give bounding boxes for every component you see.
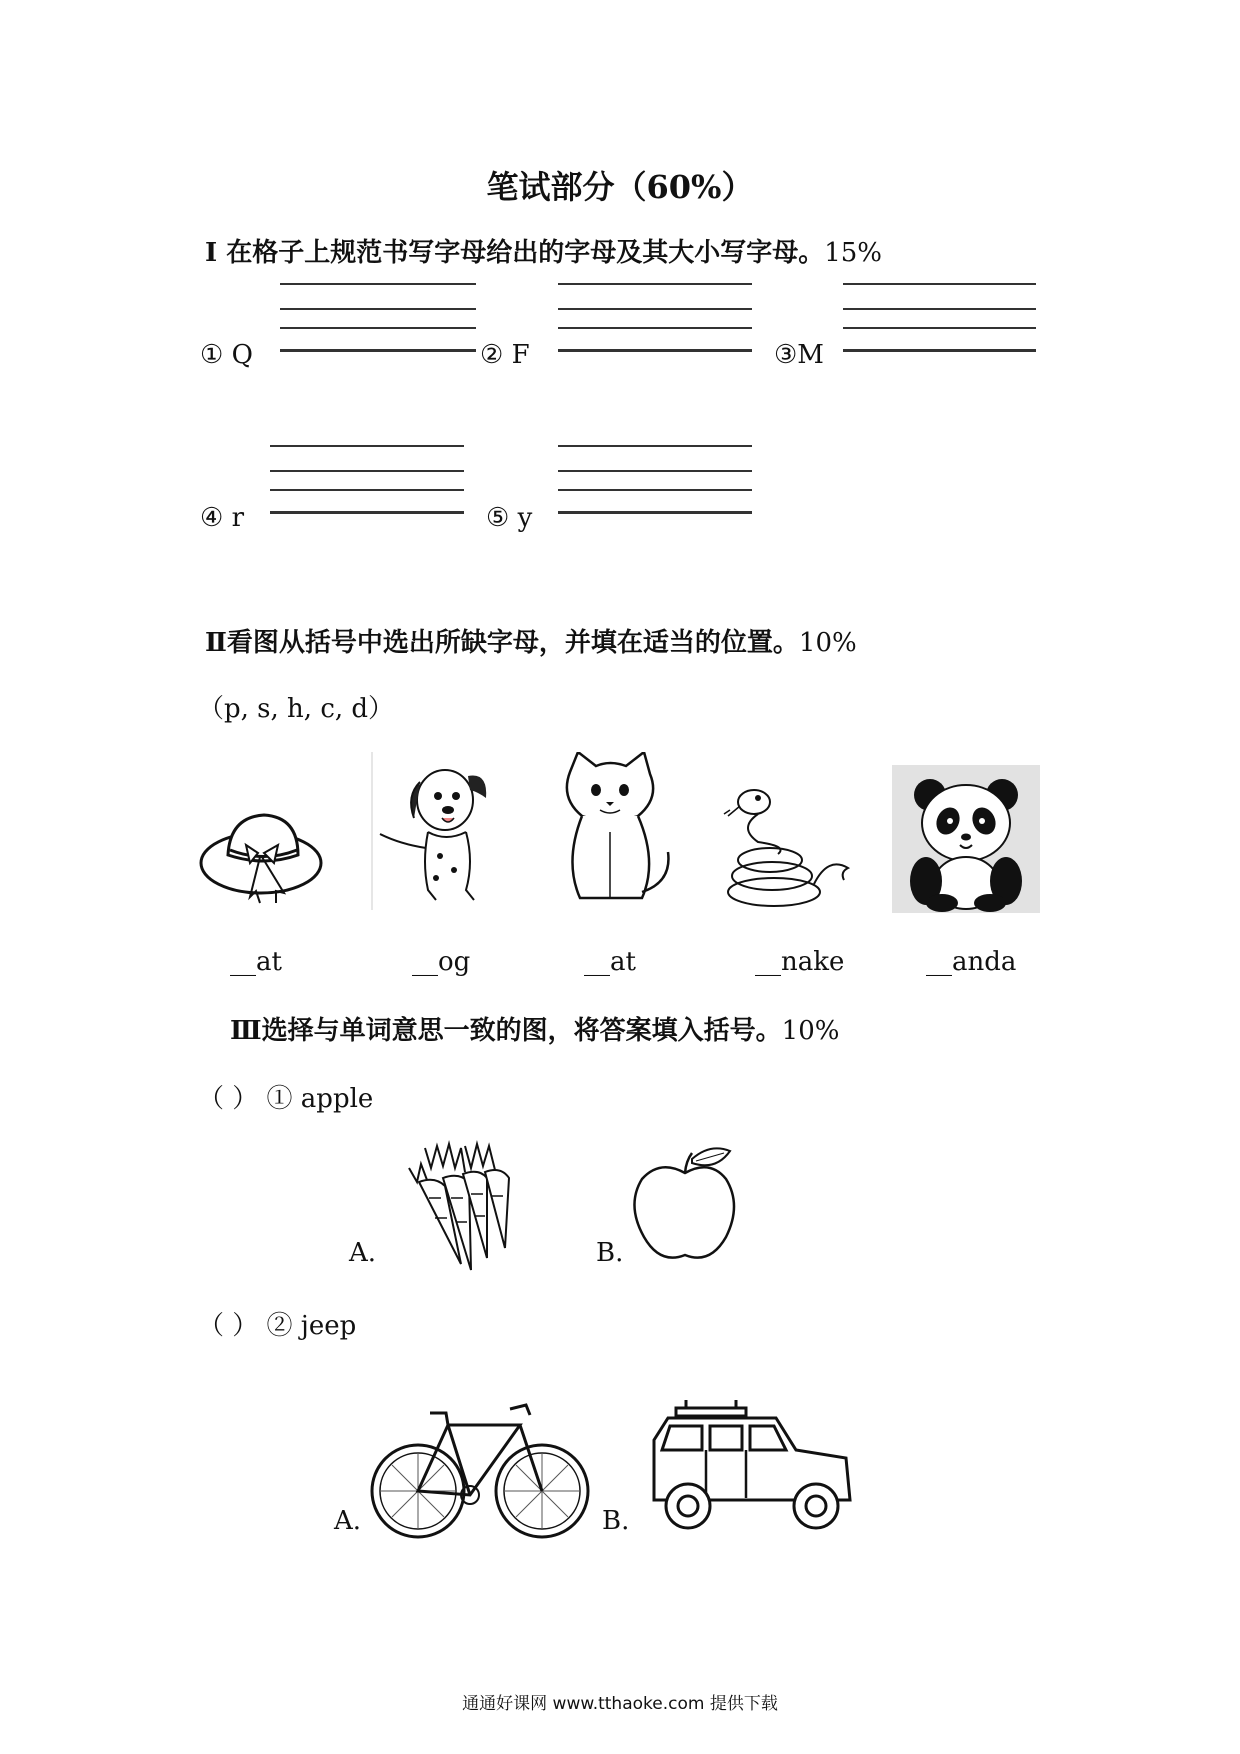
panda-picture: [892, 765, 1040, 913]
page-title: 笔试部分（60%）: [486, 168, 754, 206]
missing-word-panda: __anda: [926, 947, 1017, 977]
q2-row: [198, 1305, 356, 1342]
snake-picture: [718, 780, 858, 910]
q2-option-b-label: B.: [602, 1506, 630, 1536]
q1-row: [198, 1078, 373, 1115]
missing-word-hat: __at: [230, 947, 282, 977]
section-2-heading-text: Ⅱ看图从括号中选出所缺字母，并填在适当的位置。: [205, 628, 799, 658]
cat-picture: [550, 752, 675, 912]
section-3-heading-text: Ⅲ选择与单词意思一致的图，将答案填入括号。: [230, 1016, 782, 1046]
letter-item-3: ③M: [774, 340, 824, 370]
q1-option-b-label: B.: [596, 1238, 624, 1268]
q2-option-a-label: A.: [334, 1506, 362, 1536]
section-1-heading: [205, 232, 882, 269]
hat-picture: [198, 805, 333, 910]
q2-answer-bracket[interactable]: （ ）: [198, 1311, 259, 1341]
q1-option-a-label: A.: [349, 1238, 377, 1268]
q1-label: ① apple: [266, 1084, 374, 1114]
q1-answer-bracket[interactable]: （ ）: [198, 1084, 259, 1114]
letter-item-1: ① Q: [200, 340, 253, 370]
letter-item-4: ④ r: [200, 503, 245, 533]
missing-word-snake: __nake: [755, 947, 845, 977]
writing-lines-3[interactable]: [843, 283, 1036, 353]
section-1-percent: 15%: [824, 238, 883, 268]
letter-options: （p, s, h, c, d）: [198, 694, 395, 724]
missing-word-cat: __at: [584, 947, 636, 977]
letter-item-2: ② F: [480, 340, 530, 370]
section-1-heading-text: Ⅰ 在格子上规范书写字母给出的字母及其大小写字母。: [205, 238, 825, 268]
writing-lines-5[interactable]: [558, 445, 752, 515]
letter-item-5: ⑤ y: [486, 503, 533, 533]
bicycle-picture[interactable]: [370, 1395, 592, 1543]
footer: 通通好课网 www.tthaoke.com 提供下载: [462, 1694, 778, 1714]
writing-lines-1[interactable]: [280, 283, 476, 353]
section-3-heading: [230, 1010, 839, 1047]
missing-word-dog: __og: [412, 947, 471, 977]
section-3-percent: 10%: [781, 1016, 840, 1046]
writing-lines-4[interactable]: [270, 445, 464, 515]
section-2-heading: [205, 622, 857, 659]
q2-label: ② jeep: [266, 1311, 357, 1341]
apple-picture[interactable]: [630, 1145, 740, 1270]
dog-picture: [370, 752, 510, 912]
jeep-picture[interactable]: [646, 1400, 861, 1538]
section-2-percent: 10%: [798, 628, 857, 658]
carrot-picture[interactable]: [405, 1138, 523, 1273]
writing-lines-2[interactable]: [558, 283, 752, 353]
